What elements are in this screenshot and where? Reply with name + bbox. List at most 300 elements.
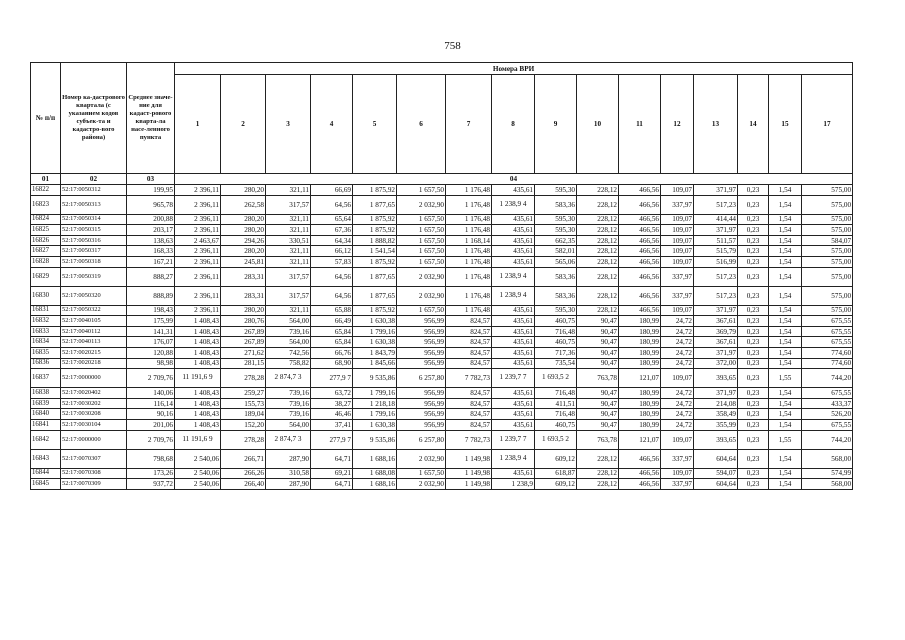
vri-value-cell: 1 408,43 — [175, 358, 221, 369]
vri-value-cell: 824,57 — [446, 337, 492, 348]
row-number-cell: 16841 — [31, 419, 61, 430]
vri-value-cell: 1 875,92 — [353, 225, 397, 236]
vri-value-cell: 321,11 — [266, 256, 311, 267]
vri-value-cell: 1,54 — [769, 388, 802, 399]
vri-value-cell: 90,47 — [577, 358, 619, 369]
vri-value-cell: 1 688,08 — [353, 468, 397, 479]
vri-value-cell: 1,54 — [769, 409, 802, 420]
row-number-cell: 16837 — [31, 369, 61, 388]
average-value-cell: 175,99 — [127, 316, 175, 327]
vri-value-cell: 662,35 — [535, 235, 577, 246]
vri-value-cell: 180,99 — [619, 347, 661, 358]
vri-value-cell: 2 396,11 — [175, 267, 221, 286]
cadastral-quarter-cell: 52:17:0030202 — [61, 398, 127, 409]
vri-value-cell: 317,57 — [266, 195, 311, 214]
table-row — [31, 337, 853, 348]
vri-value-cell: 517,23 — [694, 286, 738, 305]
vri-value-cell: 0,23 — [738, 479, 769, 490]
vri-value-cell: 956,99 — [397, 409, 446, 420]
cadastral-quarter-cell: 52:17:0070309 — [61, 479, 127, 490]
vri-value-cell: 735,54 — [535, 358, 577, 369]
vri-value-cell: 259,27 — [221, 388, 266, 399]
vri-value-cell: 575,00 — [802, 256, 853, 267]
vri-value-cell: 358,49 — [694, 409, 738, 420]
row-number-cell: 16845 — [31, 479, 61, 490]
vri-value-cell: 0,23 — [738, 337, 769, 348]
vri-value-cell: 0,23 — [738, 388, 769, 399]
table-row — [31, 358, 853, 369]
vri-value-cell: 90,47 — [577, 409, 619, 420]
vri-value-cell: 1 693,5 2 — [535, 430, 577, 449]
vri-value-cell: 466,56 — [619, 256, 661, 267]
vri-value-cell: 466,56 — [619, 225, 661, 236]
cadastral-quarter-cell: 52:17:0050317 — [61, 246, 127, 257]
vri-value-cell: 956,99 — [397, 326, 446, 337]
vri-value-cell: 568,00 — [802, 449, 853, 468]
vri-value-cell: 956,99 — [397, 398, 446, 409]
cadastral-quarter-cell: 52:17:0030208 — [61, 409, 127, 420]
vri-value-cell: 575,00 — [802, 214, 853, 225]
vri-value-cell: 575,00 — [802, 185, 853, 196]
vri-value-cell: 277,9 7 — [311, 369, 353, 388]
header-vri-4: 4 — [311, 75, 353, 174]
vri-value-cell: 1 238,9 4 — [492, 267, 535, 286]
vri-value-cell: 121,07 — [619, 430, 661, 449]
vri-value-cell: 9 535,86 — [353, 430, 397, 449]
cadastral-quarter-cell: 52:17:0050315 — [61, 225, 127, 236]
vri-value-cell: 1 176,48 — [446, 225, 492, 236]
header-vri-6: 6 — [397, 75, 446, 174]
vri-value-cell: 24,72 — [661, 398, 694, 409]
column-code: 03 — [127, 174, 175, 185]
vri-value-cell: 65,84 — [311, 337, 353, 348]
vri-value-cell: 717,36 — [535, 347, 577, 358]
vri-value-cell: 180,99 — [619, 388, 661, 399]
vri-value-cell: 2 874,7 3 — [266, 430, 311, 449]
vri-value-cell: 287,90 — [266, 479, 311, 490]
vri-value-cell: 6 257,80 — [397, 369, 446, 388]
vri-value-cell: 435,61 — [492, 388, 535, 399]
vri-value-cell: 1,54 — [769, 449, 802, 468]
vri-value-cell: 109,07 — [661, 214, 694, 225]
vri-value-cell: 583,36 — [535, 195, 577, 214]
vri-value-cell: 64,71 — [311, 449, 353, 468]
vri-value-cell: 180,99 — [619, 398, 661, 409]
vri-value-cell: 1 239,7 7 — [492, 430, 535, 449]
vri-value-cell: 435,61 — [492, 326, 535, 337]
average-value-cell: 199,95 — [127, 185, 175, 196]
header-vri-15: 15 — [769, 75, 802, 174]
vri-value-cell: 1 149,98 — [446, 479, 492, 490]
vri-value-cell: 575,00 — [802, 286, 853, 305]
vri-value-cell: 466,56 — [619, 468, 661, 479]
cadastral-quarter-cell: 52:17:0050320 — [61, 286, 127, 305]
vri-value-cell: 435,61 — [492, 419, 535, 430]
row-number-cell: 16831 — [31, 305, 61, 316]
vri-value-cell: 1 238,9 4 — [492, 195, 535, 214]
header-vri-12: 12 — [661, 75, 694, 174]
average-value-cell: 201,06 — [127, 419, 175, 430]
vri-value-cell: 466,56 — [619, 479, 661, 490]
vri-value-cell: 1 176,48 — [446, 195, 492, 214]
vri-value-cell: 0,23 — [738, 369, 769, 388]
vri-value-cell: 0,23 — [738, 430, 769, 449]
vri-value-cell: 824,57 — [446, 358, 492, 369]
vri-value-cell: 0,23 — [738, 409, 769, 420]
vri-value-cell: 393,65 — [694, 369, 738, 388]
vri-value-cell: 90,47 — [577, 337, 619, 348]
vri-value-cell: 515,79 — [694, 246, 738, 257]
vri-value-cell: 744,20 — [802, 430, 853, 449]
vri-value-cell: 824,57 — [446, 398, 492, 409]
vri-value-cell: 466,56 — [619, 195, 661, 214]
vri-value-cell: 155,73 — [221, 398, 266, 409]
vri-value-cell: 11 191,6 9 — [175, 369, 221, 388]
vri-value-cell: 371,97 — [694, 388, 738, 399]
vri-value-cell: 1,54 — [769, 326, 802, 337]
vri-value-cell: 526,20 — [802, 409, 853, 420]
cadastral-quarter-cell: 52:17:0040105 — [61, 316, 127, 327]
vri-value-cell: 1 875,92 — [353, 256, 397, 267]
header-vri-14: 14 — [738, 75, 769, 174]
vri-table — [30, 62, 853, 490]
vri-value-cell: 675,55 — [802, 337, 853, 348]
vri-value-cell: 466,56 — [619, 305, 661, 316]
table-row — [31, 468, 853, 479]
cadastral-quarter-cell: 52:17:0070307 — [61, 449, 127, 468]
vri-value-cell: 956,99 — [397, 347, 446, 358]
vri-value-cell: 337,97 — [661, 449, 694, 468]
vri-value-cell: 0,23 — [738, 468, 769, 479]
vri-value-cell: 0,23 — [738, 419, 769, 430]
vri-value-cell: 1 408,43 — [175, 347, 221, 358]
vri-value-cell: 46,46 — [311, 409, 353, 420]
vri-value-cell: 109,07 — [661, 369, 694, 388]
vri-value-cell: 1,54 — [769, 347, 802, 358]
vri-value-cell: 675,55 — [802, 316, 853, 327]
vri-value-cell: 152,20 — [221, 419, 266, 430]
vri-value-cell: 337,97 — [661, 267, 694, 286]
vri-value-cell: 564,00 — [266, 337, 311, 348]
vri-value-cell: 280,20 — [221, 225, 266, 236]
vri-value-cell: 283,31 — [221, 286, 266, 305]
vri-value-cell: 1 238,9 4 — [492, 449, 535, 468]
vri-value-cell: 774,60 — [802, 347, 853, 358]
vri-value-cell: 310,58 — [266, 468, 311, 479]
vri-value-cell: 594,07 — [694, 468, 738, 479]
cadastral-quarter-cell: 52:17:0000000 — [61, 430, 127, 449]
average-value-cell: 2 709,76 — [127, 430, 175, 449]
vri-value-cell: 228,12 — [577, 468, 619, 479]
vri-value-cell: 2 540,06 — [175, 479, 221, 490]
cadastral-quarter-cell: 52:17:0050314 — [61, 214, 127, 225]
vri-value-cell: 367,61 — [694, 337, 738, 348]
vri-value-cell: 583,36 — [535, 286, 577, 305]
vri-value-cell: 595,30 — [535, 214, 577, 225]
average-value-cell: 200,88 — [127, 214, 175, 225]
vri-value-cell: 763,78 — [577, 430, 619, 449]
vri-value-cell: 294,26 — [221, 235, 266, 246]
vri-value-cell: 565,06 — [535, 256, 577, 267]
vri-value-cell: 1,54 — [769, 195, 802, 214]
vri-value-cell: 0,23 — [738, 214, 769, 225]
vri-value-cell: 65,84 — [311, 326, 353, 337]
vri-value-cell: 1 875,92 — [353, 185, 397, 196]
vri-value-cell: 317,57 — [266, 286, 311, 305]
vri-value-cell: 1 408,43 — [175, 409, 221, 420]
vri-value-cell: 583,36 — [535, 267, 577, 286]
vri-value-cell: 466,56 — [619, 286, 661, 305]
vri-value-cell: 321,11 — [266, 246, 311, 257]
row-number-cell: 16832 — [31, 316, 61, 327]
vri-value-cell: 66,76 — [311, 347, 353, 358]
vri-value-cell: 1,54 — [769, 256, 802, 267]
header-cadastral-quarter: Номер ка-дастрового квартала (с указанием кодов субъек-та и кадастро-вого района) — [61, 63, 127, 174]
vri-value-cell: 280,20 — [221, 185, 266, 196]
vri-value-cell: 564,00 — [266, 419, 311, 430]
vri-value-cell: 228,12 — [577, 214, 619, 225]
cadastral-quarter-cell: 52:17:0020215 — [61, 347, 127, 358]
vri-value-cell: 1 657,50 — [397, 256, 446, 267]
vri-value-cell: 1 843,79 — [353, 347, 397, 358]
vri-value-cell: 90,47 — [577, 398, 619, 409]
vri-value-cell: 1 688,16 — [353, 479, 397, 490]
vri-value-cell: 228,12 — [577, 479, 619, 490]
vri-value-cell: 2 396,11 — [175, 185, 221, 196]
vri-value-cell: 956,99 — [397, 419, 446, 430]
vri-value-cell: 1 239,7 7 — [492, 369, 535, 388]
vri-value-cell: 1 630,38 — [353, 419, 397, 430]
vri-value-cell: 595,30 — [535, 305, 577, 316]
vri-value-cell: 0,23 — [738, 225, 769, 236]
vri-value-cell: 1,55 — [769, 430, 802, 449]
column-code: 02 — [61, 174, 127, 185]
vri-value-cell: 180,99 — [619, 409, 661, 420]
average-value-cell: 937,72 — [127, 479, 175, 490]
vri-value-cell: 367,61 — [694, 316, 738, 327]
vri-value-cell: 24,72 — [661, 388, 694, 399]
vri-value-cell: 66,49 — [311, 316, 353, 327]
row-number-cell: 16827 — [31, 246, 61, 257]
vri-value-cell: 466,56 — [619, 214, 661, 225]
cadastral-quarter-cell: 52:17:0050316 — [61, 235, 127, 246]
vri-value-cell: 180,99 — [619, 337, 661, 348]
vri-value-cell: 956,99 — [397, 316, 446, 327]
vri-value-cell: 1,54 — [769, 185, 802, 196]
vri-value-cell: 575,00 — [802, 267, 853, 286]
vri-value-cell: 7 782,73 — [446, 369, 492, 388]
table-row — [31, 369, 853, 388]
vri-value-cell: 280,76 — [221, 316, 266, 327]
vri-value-cell: 371,97 — [694, 185, 738, 196]
vri-value-cell: 369,79 — [694, 326, 738, 337]
vri-value-cell: 1 149,98 — [446, 468, 492, 479]
vri-value-cell: 1,54 — [769, 479, 802, 490]
vri-value-cell: 0,23 — [738, 326, 769, 337]
header-vri-13: 13 — [694, 75, 738, 174]
row-number-cell: 16826 — [31, 235, 61, 246]
vri-value-cell: 0,23 — [738, 246, 769, 257]
row-number-cell: 16822 — [31, 185, 61, 196]
vri-value-cell: 66,69 — [311, 185, 353, 196]
vri-value-cell: 2 540,06 — [175, 449, 221, 468]
table-row — [31, 235, 853, 246]
vri-value-cell: 64,71 — [311, 479, 353, 490]
vri-value-cell: 956,99 — [397, 388, 446, 399]
cadastral-quarter-cell: 52:17:0020218 — [61, 358, 127, 369]
vri-value-cell: 575,00 — [802, 225, 853, 236]
table-row — [31, 479, 853, 490]
vri-value-cell: 24,72 — [661, 316, 694, 327]
vri-value-cell: 109,07 — [661, 305, 694, 316]
row-number-cell: 16823 — [31, 195, 61, 214]
vri-value-cell: 1 176,48 — [446, 305, 492, 316]
table-row — [31, 214, 853, 225]
vri-value-cell: 435,61 — [492, 235, 535, 246]
average-value-cell: 198,43 — [127, 305, 175, 316]
vri-value-cell: 24,72 — [661, 409, 694, 420]
vri-value-cell: 0,23 — [738, 347, 769, 358]
vri-value-cell: 435,61 — [492, 185, 535, 196]
table-row — [31, 185, 853, 196]
vri-value-cell: 337,97 — [661, 479, 694, 490]
vri-value-cell: 2 032,90 — [397, 286, 446, 305]
vri-value-cell: 214,08 — [694, 398, 738, 409]
vri-value-cell: 435,61 — [492, 256, 535, 267]
vri-value-cell: 435,61 — [492, 225, 535, 236]
vri-value-cell: 609,12 — [535, 449, 577, 468]
vri-value-cell: 742,56 — [266, 347, 311, 358]
average-value-cell: 168,33 — [127, 246, 175, 257]
vri-value-cell: 1 541,54 — [353, 246, 397, 257]
vri-value-cell: 763,78 — [577, 369, 619, 388]
vri-value-cell: 1 693,5 2 — [535, 369, 577, 388]
vri-value-cell: 1,54 — [769, 267, 802, 286]
vri-value-cell: 9 535,86 — [353, 369, 397, 388]
table-row — [31, 419, 853, 430]
cadastral-quarter-cell: 52:17:0050313 — [61, 195, 127, 214]
vri-value-cell: 1,55 — [769, 369, 802, 388]
vri-value-cell: 739,16 — [266, 388, 311, 399]
vri-value-cell: 1 149,98 — [446, 449, 492, 468]
vri-value-cell: 266,26 — [221, 468, 266, 479]
vri-value-cell: 604,64 — [694, 479, 738, 490]
vri-value-cell: 1,54 — [769, 398, 802, 409]
header-vri-9: 9 — [535, 75, 577, 174]
vri-value-cell: 37,41 — [311, 419, 353, 430]
vri-value-cell: 266,71 — [221, 449, 266, 468]
vri-value-cell: 1 630,38 — [353, 337, 397, 348]
vri-value-cell: 1 799,16 — [353, 326, 397, 337]
vri-value-cell: 466,56 — [619, 235, 661, 246]
vri-value-cell: 0,23 — [738, 449, 769, 468]
cadastral-quarter-cell: 52:17:0070308 — [61, 468, 127, 479]
vri-value-cell: 0,23 — [738, 398, 769, 409]
vri-value-cell: 228,12 — [577, 195, 619, 214]
vri-value-cell: 24,72 — [661, 337, 694, 348]
table-row — [31, 246, 853, 257]
vri-value-cell: 189,04 — [221, 409, 266, 420]
average-value-cell: 965,78 — [127, 195, 175, 214]
vri-value-cell: 414,44 — [694, 214, 738, 225]
cadastral-quarter-cell: 52:17:0020402 — [61, 388, 127, 399]
vri-value-cell: 2 396,11 — [175, 305, 221, 316]
vri-value-cell: 109,07 — [661, 235, 694, 246]
column-code: 04 — [175, 174, 853, 185]
vri-value-cell: 228,12 — [577, 235, 619, 246]
vri-value-cell: 317,57 — [266, 267, 311, 286]
vri-value-cell: 584,07 — [802, 235, 853, 246]
vri-value-cell: 574,99 — [802, 468, 853, 479]
vri-value-cell: 0,23 — [738, 316, 769, 327]
table-row — [31, 225, 853, 236]
table-row — [31, 326, 853, 337]
vri-value-cell: 824,57 — [446, 409, 492, 420]
vri-value-cell: 24,72 — [661, 326, 694, 337]
vri-value-cell: 2 396,11 — [175, 214, 221, 225]
vri-value-cell: 64,56 — [311, 286, 353, 305]
vri-value-cell: 278,28 — [221, 430, 266, 449]
vri-value-cell: 1 408,43 — [175, 337, 221, 348]
vri-value-cell: 65,88 — [311, 305, 353, 316]
vri-value-cell: 1 845,66 — [353, 358, 397, 369]
vri-value-cell: 1 408,43 — [175, 316, 221, 327]
vri-value-cell: 1,54 — [769, 214, 802, 225]
cadastral-quarter-cell: 52:17:0030104 — [61, 419, 127, 430]
vri-value-cell: 180,99 — [619, 316, 661, 327]
vri-value-cell: 824,57 — [446, 419, 492, 430]
vri-value-cell: 1 218,18 — [353, 398, 397, 409]
vri-value-cell: 1 176,48 — [446, 246, 492, 257]
vri-value-cell: 90,47 — [577, 347, 619, 358]
vri-value-cell: 1,54 — [769, 305, 802, 316]
vri-value-cell: 38,27 — [311, 398, 353, 409]
vri-value-cell: 466,56 — [619, 246, 661, 257]
average-value-cell: 203,17 — [127, 225, 175, 236]
row-number-cell: 16844 — [31, 468, 61, 479]
average-value-cell: 176,07 — [127, 337, 175, 348]
vri-value-cell: 411,51 — [535, 398, 577, 409]
vri-value-cell: 337,97 — [661, 286, 694, 305]
vri-value-cell: 109,07 — [661, 468, 694, 479]
vri-value-cell: 7 782,73 — [446, 430, 492, 449]
vri-value-cell: 64,56 — [311, 195, 353, 214]
vri-value-cell: 109,07 — [661, 225, 694, 236]
header-vri-2: 2 — [221, 75, 266, 174]
vri-value-cell: 517,23 — [694, 267, 738, 286]
vri-value-cell: 283,31 — [221, 267, 266, 286]
row-number-cell: 16833 — [31, 326, 61, 337]
vri-value-cell: 228,12 — [577, 246, 619, 257]
vri-value-cell: 460,75 — [535, 337, 577, 348]
vri-value-cell: 24,72 — [661, 347, 694, 358]
vri-value-cell: 564,00 — [266, 316, 311, 327]
vri-value-cell: 1 877,65 — [353, 286, 397, 305]
vri-value-cell: 2 396,11 — [175, 195, 221, 214]
table-row — [31, 430, 853, 449]
vri-value-cell: 435,61 — [492, 337, 535, 348]
cadastral-quarter-cell: 52:17:0040113 — [61, 337, 127, 348]
vri-value-cell: 517,23 — [694, 195, 738, 214]
header-vri-11: 11 — [619, 75, 661, 174]
table-row — [31, 195, 853, 214]
average-value-cell: 116,14 — [127, 398, 175, 409]
vri-value-cell: 63,72 — [311, 388, 353, 399]
vri-value-cell: 65,64 — [311, 214, 353, 225]
header-average-value: Среднее значе-ние для кадаст-рового кварта-ла насе-ленного пункта — [127, 63, 175, 174]
row-number-cell: 16834 — [31, 337, 61, 348]
vri-value-cell: 1 238,9 — [492, 479, 535, 490]
